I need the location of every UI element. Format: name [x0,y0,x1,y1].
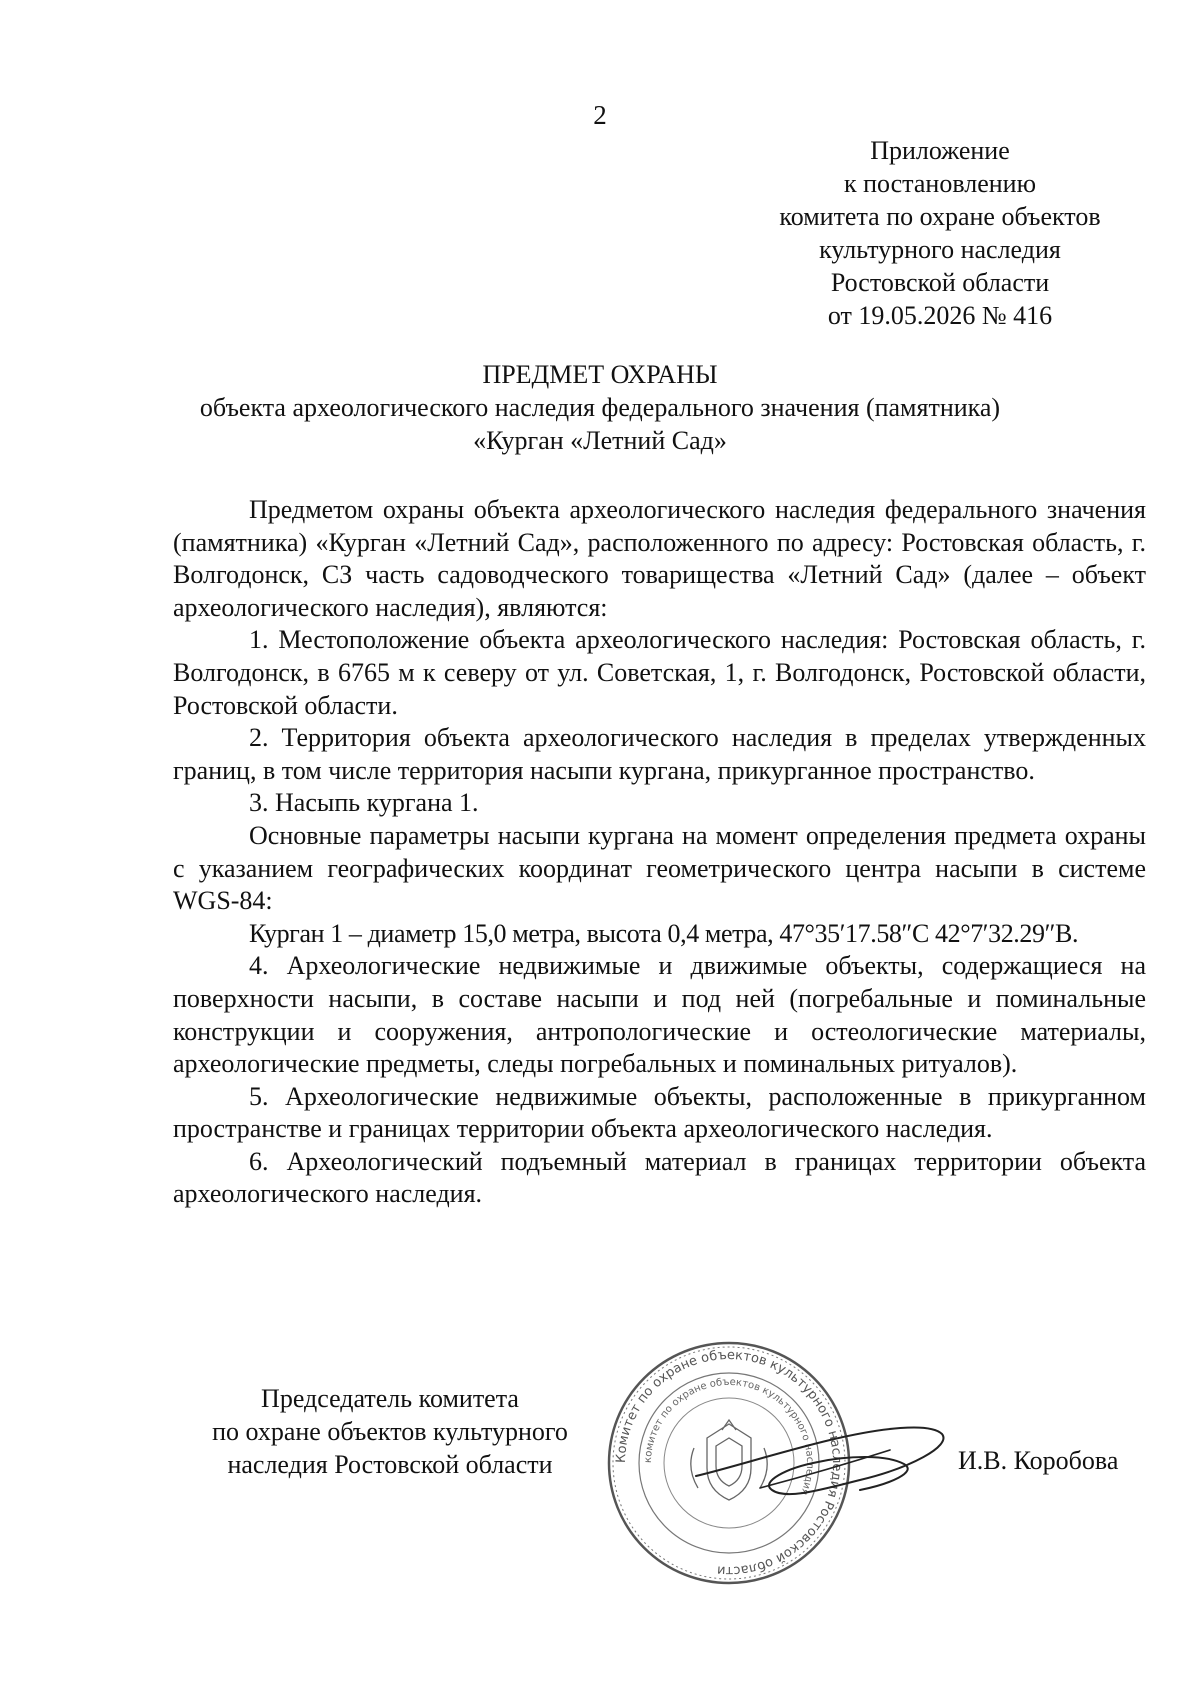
signer-position-line: наследия Ростовской области [227,1450,553,1479]
handwritten-signature [690,1410,950,1510]
appendix-line: от 19.05.2026 № 416 [827,301,1053,330]
signer-position-line: по охране объектов культурного [212,1417,568,1446]
paragraph: 1. Местоположение объекта археологического наследия: Ростовская область, г. Волгодонск, в 6765 м к северу от ул. Советская, 1, г. Волгодонск, Ростовской области, Ростовской области. [173,625,1146,720]
document-body [173,494,1146,1211]
appendix-line: к постановлению [843,169,1037,198]
appendix-line: Приложение [870,136,1010,165]
appendix-line: комитета по охране объектов [779,202,1101,231]
signer-name: И.В. Коробова [958,1446,1119,1475]
paragraph: 2. Территория объекта археологического наследия в пределах утвержденных границ, в том числе территория насыпи кургана, прикурганное пространство. [173,723,1146,785]
appendix-block [690,134,1190,332]
stamp-outer-text: Комитет по охране объектов культурного наследия Ростовской области [613,1347,845,1579]
paragraph: 6. Археологический подъемный материал в границах территории объекта археологического наследия. [173,1146,1146,1209]
page-number: 2 [593,100,607,130]
appendix-line: культурного наследия [819,235,1061,264]
paragraph: Предметом охраны объекта археологического наследия федерального значения (памятника) «Курган «Летний Сад», расположенного по адресу: Ростовская область, г. Волгодонск, СЗ часть садоводческого товарищества «Летний Сад» (далее – объект археологического наследия), являются: [173,495,1146,622]
stamp-inner-text: комитет по охране объектов культурного наследия [642,1376,816,1497]
appendix-line: Ростовской области [830,268,1050,297]
title-line: «Курган «Летний Сад» [473,426,727,455]
signer-position-line: Председатель комитета [261,1384,519,1413]
title-line: объекта археологического наследия федерального значения (памятника) [199,393,1001,422]
paragraph: Курган 1 – диаметр 15,0 метра, высота 0,4 метра, 47°35′17.58″С 42°7′32.29″В. [249,918,1079,948]
title-line: ПРЕДМЕТ ОХРАНЫ [482,360,718,389]
paragraph: Основные параметры насыпи кургана на момент определения предмета охраны с указанием географических координат геометрического центра насыпи в системе WGS-84: [173,820,1146,916]
paragraph: 3. Насыпь кургана 1. [249,788,479,818]
paragraph: 5. Археологические недвижимые объекты, расположенные в прикурганном пространстве и границах территории объекта археологического наследия. [173,1081,1146,1144]
document-title [0,358,1200,457]
signer-position [180,1382,600,1481]
paragraph: 4. Археологические недвижимые и движимые объекты, содержащиеся на поверхности насыпи, в составе насыпи и под ней (погребальные и поминальные конструкции и сооружения, антропологические и остеологические материалы, археологические предметы, следы погребальных и поминальных ритуалов). [173,951,1146,1079]
